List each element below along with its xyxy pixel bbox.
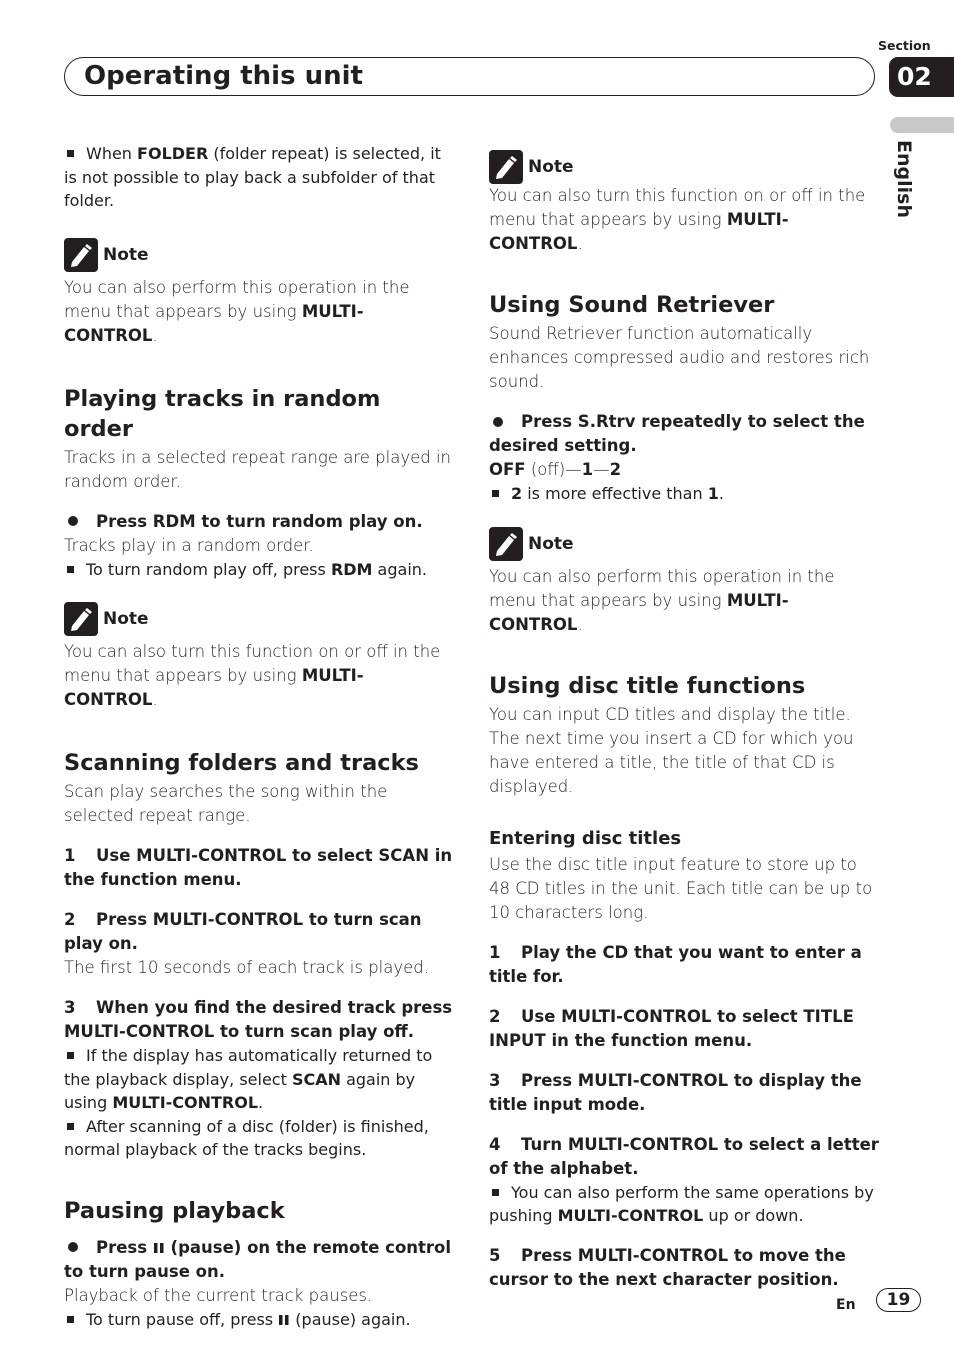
bullet-square-icon [67, 566, 74, 573]
note-pencil-icon [64, 238, 98, 272]
note-pencil-icon [64, 602, 98, 636]
note-text: You can also turn this function on or off in the menu that appears by using MULTI-CONTROL. [64, 642, 441, 709]
scan-intro: Scan play searches the song within the selected repeat range. [64, 782, 388, 825]
bullet-dot-icon [68, 1242, 78, 1252]
scan-bullet-2: After scanning of a disc (folder) is finished, normal playback of the tracks begins. [64, 1116, 429, 1159]
footer-language: En [836, 1297, 856, 1313]
page-number: 19 [876, 1288, 921, 1312]
note-text: You can also perform this operation in the menu that appears by using MULTI-CONTROL. [489, 566, 835, 634]
pause-result: Playback of the current track pauses. [64, 1285, 373, 1305]
right-column [489, 150, 881, 1292]
disc-intro: You can input CD titles and display the title. The next time you insert a CD for which you have entered a title, the title of that CD is displayed. [489, 704, 854, 796]
note-heading: Note [64, 238, 456, 272]
bullet-dot-icon [68, 516, 78, 526]
note-heading: Note [489, 150, 881, 184]
disc-step-2: 2 Use MULTI-CONTROL to select TITLE INPUT in the function menu. [489, 1006, 854, 1050]
heading-sound-retriever: Using Sound Retriever [489, 292, 775, 318]
language-tab-bar [890, 117, 954, 133]
random-intro: Tracks in a selected repeat range are played in random order. [64, 447, 452, 491]
note-heading: Note [64, 602, 456, 636]
scan-step-2-result: The first 10 seconds of each track is played. [64, 958, 429, 977]
pause-bullet: To turn pause off, press (pause) again. [64, 1308, 456, 1332]
heading-scanning: Scanning folders and tracks [64, 750, 419, 776]
left-column [64, 142, 456, 1331]
bullet-square-icon [67, 1052, 74, 1059]
scan-step-2: 2 Press MULTI-CONTROL to turn scan play on. [64, 910, 422, 953]
sound-intro: Sound Retriever function automatically enhances compressed audio and restores rich sound. [489, 324, 870, 391]
section-number-tab: 02 [889, 57, 954, 97]
scan-step-3: 3 When you find the desired track press MULTI-CONTROL to turn scan play off. [64, 998, 453, 1041]
sound-bullet: 2 is more effective than 1. [489, 482, 881, 506]
heading-pausing: Pausing playback [64, 1197, 285, 1224]
page-title: Operating this unit [84, 61, 363, 91]
subheading-entering-titles: Entering disc titles [489, 827, 682, 849]
folder-bullet: When FOLDER (folder repeat) is selected, it is not possible to play back a subfolder of that folder. [64, 144, 441, 210]
language-label: English [893, 140, 915, 218]
note-text: You can also turn this function on or off in the menu that appears by using MULTI-CONTROL. [489, 186, 866, 253]
pause-icon [278, 1314, 290, 1326]
disc-step-1: 1 Play the CD that you want to enter a title for. [489, 942, 862, 986]
disc-step-4: 4 Turn MULTI-CONTROL to select a letter of the alphabet. [489, 1134, 879, 1178]
bullet-square-icon [67, 1316, 74, 1323]
pause-step: Press (pause) on the remote control to turn pause on. [64, 1237, 452, 1281]
heading-disc-title: Using disc title functions [489, 672, 806, 699]
bullet-dot-icon [493, 417, 503, 427]
random-result: Tracks play in a random order. [64, 535, 314, 555]
note-heading: Note [489, 527, 881, 561]
section-label: Section [878, 38, 931, 53]
disc-step-5: 5 Press MULTI-CONTROL to move the cursor to the next character position. [489, 1245, 846, 1289]
disc-sub-intro: Use the disc title input feature to store up to 48 CD titles in the unit. Each title can be up to 10 characters long. [489, 854, 873, 922]
disc-step-3: 3 Press MULTI-CONTROL to display the title input mode. [489, 1070, 862, 1114]
heading-random-order: Playing tracks in random order [64, 385, 381, 442]
disc-bullet: You can also perform the same operations by pushing MULTI-CONTROL up or down. [489, 1182, 874, 1225]
note-pencil-icon [489, 150, 523, 184]
sound-options: OFF (off)—1—2 [489, 460, 622, 479]
random-bullet: To turn random play off, press RDM again. [64, 558, 456, 582]
bullet-square-icon [67, 150, 74, 157]
bullet-square-icon [67, 1123, 74, 1130]
bullet-square-icon [492, 490, 499, 497]
pause-icon [153, 1242, 165, 1254]
sound-step: Press S.Rtrv repeatedly to select the desired setting. [489, 412, 865, 455]
scan-bullet-1: If the display has automatically returned to the playback display, select SCAN again by using MULTI-CONTROL. [64, 1046, 433, 1112]
random-step: Press RDM to turn random play on. [64, 510, 456, 534]
scan-step-1: 1 Use MULTI-CONTROL to select SCAN in the function menu. [64, 846, 453, 889]
note-pencil-icon [489, 527, 523, 561]
note-text: You can also perform this operation in the menu that appears by using MULTI-CONTROL. [64, 277, 410, 345]
bullet-square-icon [492, 1189, 499, 1196]
